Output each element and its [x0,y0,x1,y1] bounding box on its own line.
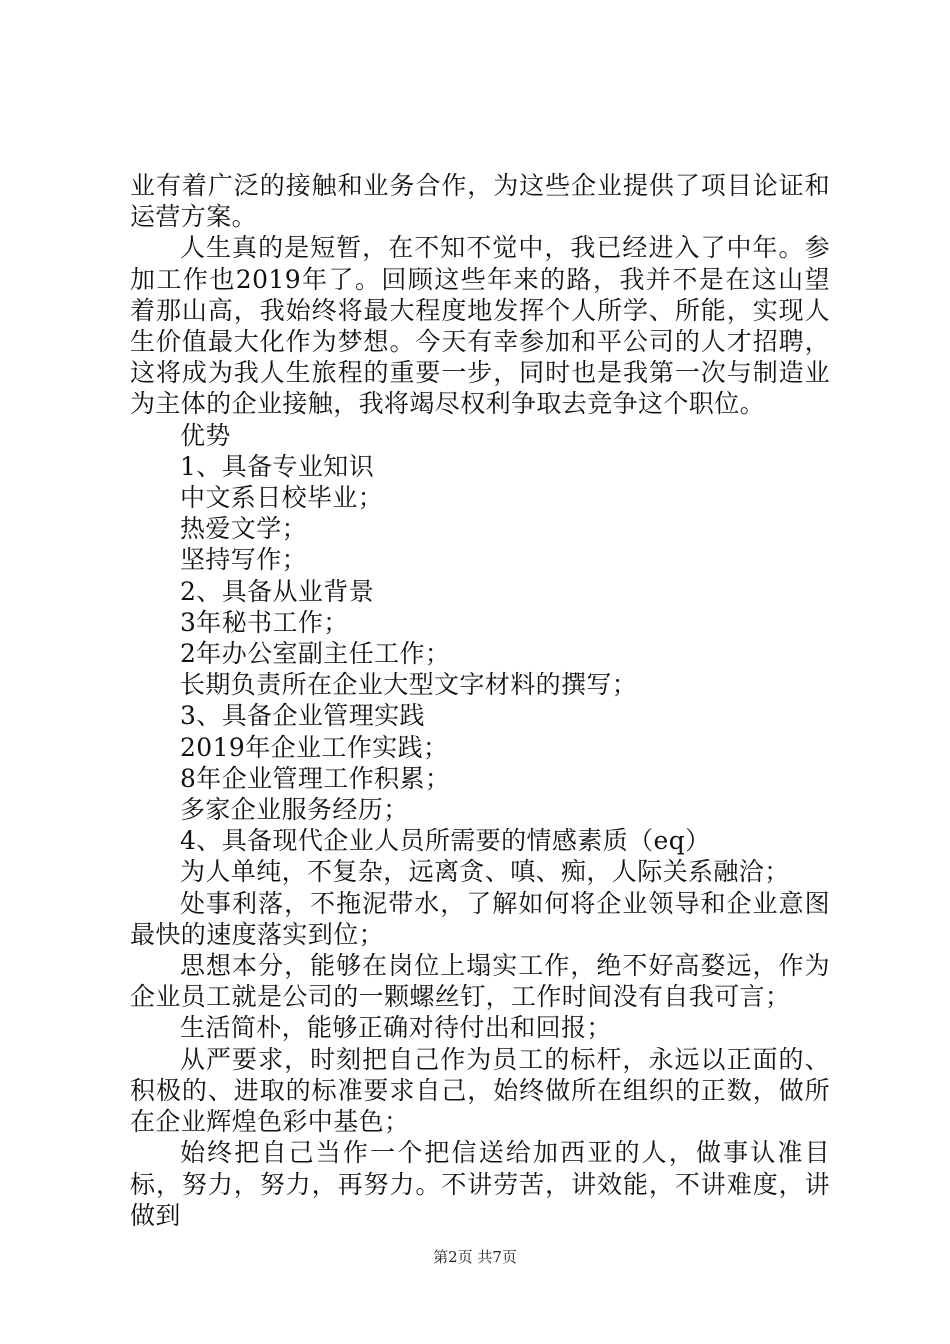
list-item: 2019年企业工作实践； [180,732,449,762]
list-item: 始终把自己当作一个把信送给加西亚的人，做事认准目标，努力，努力，再努力。不讲劳苦，讲效能，不讲难度，讲做到 [130,1138,830,1230]
list-item: 2年办公室副主任工作； [180,639,451,669]
list-item: 坚持写作； [180,545,308,575]
paragraph: 人生真的是短暂，在不知不觉中，我已经进入了中年。参加工作也2019年了。回顾这些年来的路，我并不是在这山望着那山高，我始终将最大程度地发挥个人所学、所能，实现人生价值最大化作为梦想。今天有幸参加和平公司的人才招聘，这将成为我人生旅程的重要一步，同时也是我第一次与制造业为主体的企业接触，我将竭尽权利争取去竞争这个职位。 [130,233,830,419]
paragraph: 业有着广泛的接触和业务合作，为这些企业提供了项目论证和运营方案。 [130,171,830,232]
list-heading: 4、具备现代企业人员所需要的情感素质（eq） [180,826,711,856]
list-item: 长期负责所在企业大型文字材料的撰写； [180,670,638,700]
section-heading: 优势 [180,420,231,450]
document-body [130,170,830,1231]
list-item: 处事利落，不拖泥带水，了解如何将企业领导和企业意图最快的速度落实到位； [130,888,830,949]
list-item: 为人单纯，不复杂，远离贪、嗔、痴，人际关系融洽； [180,857,790,887]
list-heading: 2、具备从业背景 [180,576,375,606]
list-item: 3年秘书工作； [180,607,349,637]
list-heading: 3、具备企业管理实践 [180,701,425,731]
list-item: 中文系日校毕业； [180,483,384,513]
list-item: 思想本分，能够在岗位上塌实工作，绝不好高婺远，作为企业员工就是公司的一颗螺丝钉，工作时间没有自我可言； [130,951,830,1012]
list-item: 多家企业服务经历； [180,795,409,825]
page-number-footer: 第2页 共7页 [433,1248,517,1266]
list-heading: 1、具备专业知识 [180,451,375,481]
list-item: 8年企业管理工作积累； [180,763,451,793]
list-item: 生活简朴，能够正确对待付出和回报； [180,1013,612,1043]
list-item: 从严要求，时刻把自己作为员工的标杆，永远以正面的、积极的、进取的标准要求自己，始终做所在组织的正数，做所在企业辉煌色彩中基色； [130,1044,830,1137]
list-item: 热爱文学； [180,514,308,544]
